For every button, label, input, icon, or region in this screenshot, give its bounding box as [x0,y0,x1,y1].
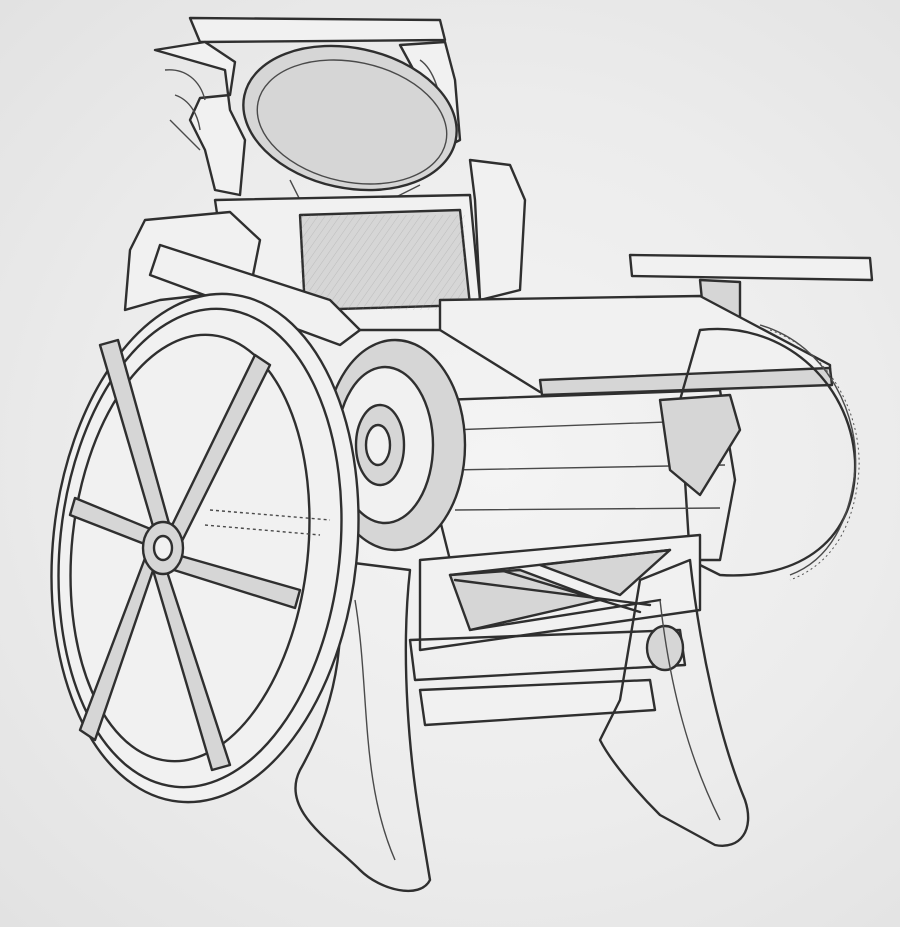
flywheel [27,279,383,818]
lower-cross-brace [410,535,700,725]
